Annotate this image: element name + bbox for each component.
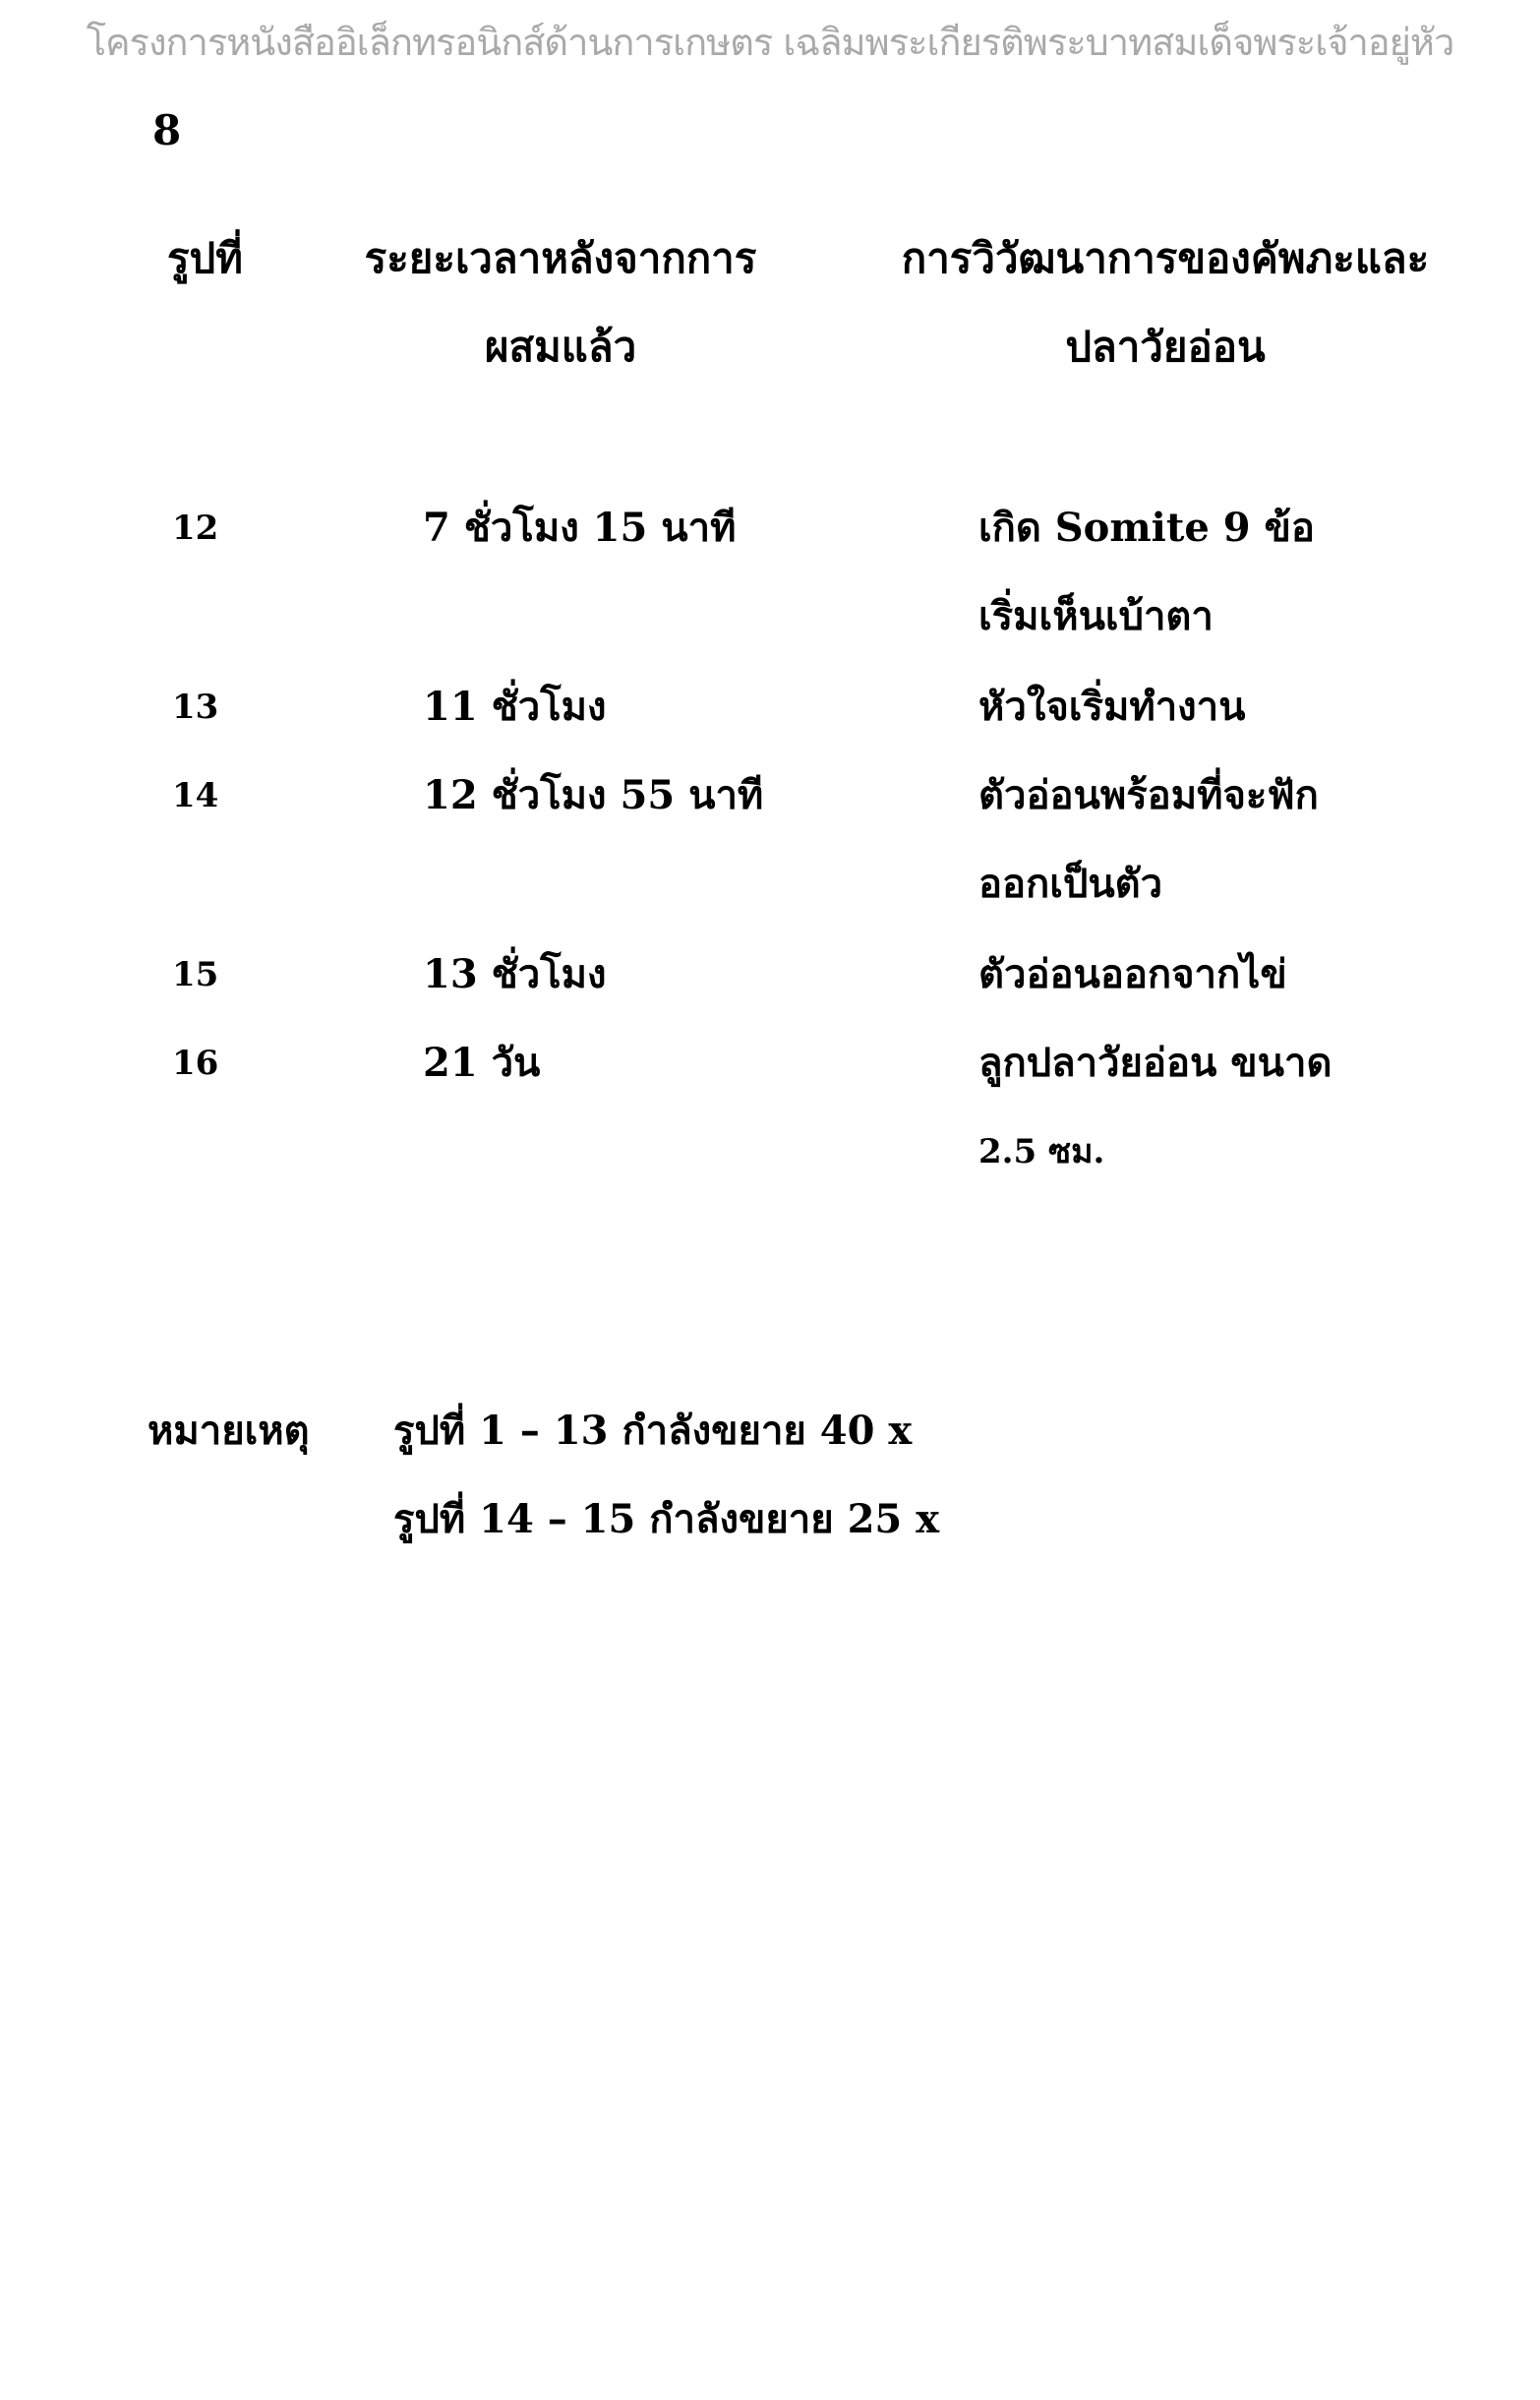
column-header-time (339, 214, 782, 391)
page-number: 8 (152, 106, 182, 154)
row-13-development (978, 663, 1245, 751)
row-16-figure: 16 (172, 1044, 219, 1083)
column-header-figure (167, 214, 285, 303)
column-header-figure-text: รูปที่ (167, 234, 243, 282)
row-13-development-line1: หัวใจเริ่มทำงาน (978, 684, 1246, 730)
row-12-development (978, 484, 1315, 661)
row-14-development-line2: ออกเป็นตัว (978, 861, 1163, 907)
row-14-figure: 14 (172, 776, 219, 815)
note-line1: รูปที่ 1 – 13 กำลังขยาย 40 x (393, 1408, 913, 1454)
row-12-time: 7 ชั่วโมง 15 นาที (423, 505, 737, 551)
row-15-time: 13 ชั่วโมง (423, 951, 607, 997)
column-header-development (875, 214, 1455, 391)
note-lines (393, 1387, 939, 1564)
row-16-development-line1: ลูกปลาวัยอ่อน ขนาด (978, 1040, 1333, 1086)
row-15-development (978, 930, 1287, 1019)
header-watermark: โครงการหนังสืออิเล็กทรอนิกส์ด้านการเกษตร เฉลิมพระเกียรติพระบาทสมเด็จพระเจ้าอยู่หัว (86, 21, 1454, 64)
column-header-development-line2: ปลาวัยอ่อน (1065, 323, 1266, 371)
row-16-development (978, 1019, 1332, 1196)
row-14-time: 12 ชั่วโมง 55 นาที (423, 772, 764, 818)
row-16-development-line2: 2.5 ซม. (978, 1132, 1105, 1171)
row-15-figure: 15 (172, 955, 219, 994)
column-header-time-line2: ผสมแล้ว (484, 323, 637, 371)
row-15-development-line1: ตัวอ่อนออกจากไข่ (978, 951, 1287, 997)
row-12-development-line1: เกิด Somite 9 ข้อ (978, 505, 1315, 551)
row-13-figure: 13 (172, 688, 219, 727)
note-line2: รูปที่ 14 – 15 กำลังขยาย 25 x (393, 1496, 940, 1542)
note-label: หมายเหตุ (148, 1408, 310, 1454)
row-14-development (978, 751, 1319, 929)
row-12-figure: 12 (172, 509, 219, 548)
row-12-development-line2: เริ่มเห็นเบ้าตา (978, 593, 1214, 639)
column-header-development-line1: การวิวัฒนาการของคัพภะและ (901, 234, 1430, 282)
row-14-development-line1: ตัวอ่อนพร้อมที่จะฟัก (978, 772, 1319, 818)
row-13-time: 11 ชั่วโมง (423, 684, 607, 730)
row-16-time: 21 วัน (423, 1040, 541, 1086)
column-header-time-line1: ระยะเวลาหลังจากการ (364, 234, 757, 282)
